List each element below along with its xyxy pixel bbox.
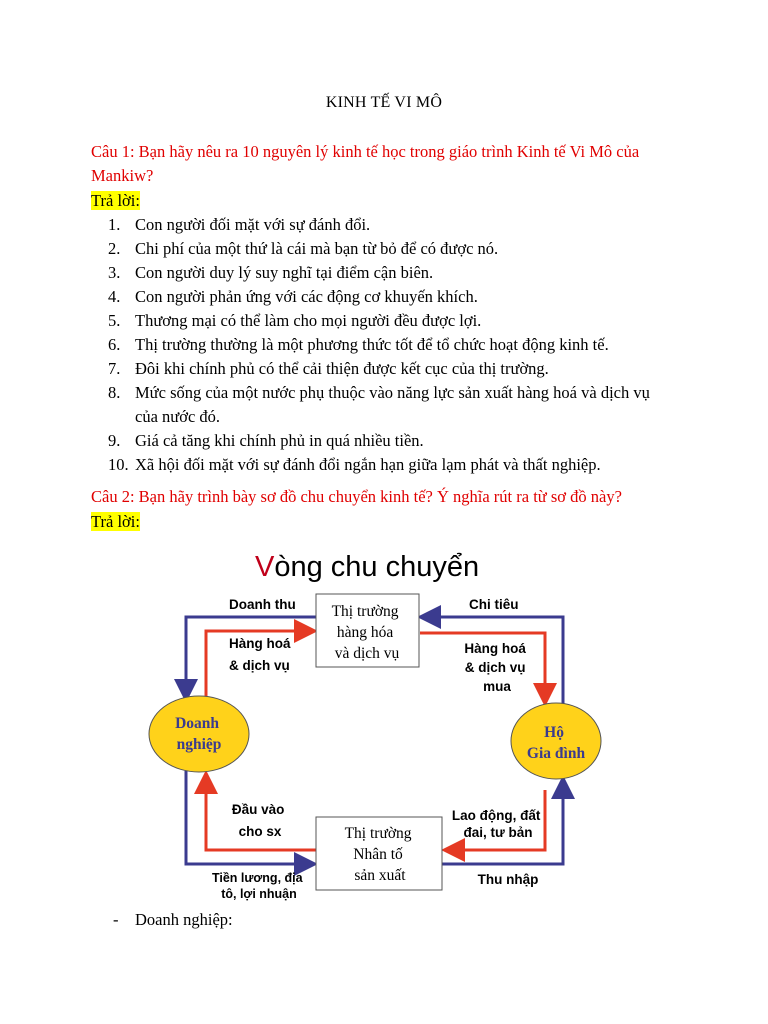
principle-text: Đôi khi chính phủ có thể cải thiện được kết cục của thị trường. bbox=[135, 359, 549, 378]
inputs-label: Đầu vào cho sx bbox=[231, 802, 285, 839]
principle-number: 10. bbox=[108, 455, 129, 474]
principle-text: Mức sống của một nước phụ thuộc vào năng lực sản xuất hàng hoá và dịch vụ của nước đó. bbox=[135, 383, 650, 426]
question-1: Câu 1: Bạn hãy nêu ra 10 nguyên lý kinh tế học trong giáo trình Kinh tế Vi Mô của Mankiw? bbox=[91, 142, 640, 185]
answer-label-2: Trả lời: bbox=[91, 512, 140, 531]
principle-number: 8. bbox=[108, 383, 121, 402]
principle-text: Giá cả tăng khi chính phủ in quá nhiều tiền. bbox=[135, 431, 424, 450]
wages-label: Tiền lương, địa tô, lợi nhuận bbox=[211, 871, 303, 901]
principles-list bbox=[108, 213, 668, 477]
principle-item bbox=[108, 261, 668, 285]
principle-number: 4. bbox=[108, 287, 121, 306]
principle-text: Thương mại có thể làm cho mọi người đều được lợi. bbox=[135, 311, 482, 330]
principle-text: Con người phản ứng với các động cơ khuyến khích. bbox=[135, 287, 478, 306]
factors-label: Lao động, đất đai, tư bản bbox=[451, 808, 541, 840]
principle-text: Thị trường thường là một phương thức tốt để tổ chức hoạt động kinh tế. bbox=[135, 335, 609, 354]
principle-number: 3. bbox=[108, 263, 121, 282]
factor-market-label: Thị trường Nhân tố sản xuất bbox=[344, 825, 412, 884]
principle-text: Con người đối mặt với sự đánh đổi. bbox=[135, 215, 371, 234]
principle-number: 5. bbox=[108, 311, 121, 330]
question-2: Câu 2: Bạn hãy trình bày sơ đồ chu chuyển kinh tế? Ý nghĩa rút ra từ sơ đồ này? bbox=[91, 487, 622, 506]
principle-item bbox=[108, 237, 668, 261]
principle-number: 6. bbox=[108, 335, 121, 354]
principle-number: 2. bbox=[108, 239, 121, 258]
principle-item bbox=[108, 333, 668, 357]
principle-number: 7. bbox=[108, 359, 121, 378]
principle-number: 9. bbox=[108, 431, 121, 450]
goods-market-label: Thị trường hàng hóa và dịch vụ bbox=[331, 603, 400, 662]
circular-flow-diagram bbox=[0, 540, 768, 910]
goods-bought-label: Hàng hoá & dịch vụ mua bbox=[464, 641, 526, 694]
principle-item bbox=[108, 453, 668, 477]
page-title: KINH TẾ VI MÔ bbox=[325, 94, 443, 111]
household-label: Hộ Gia đình bbox=[526, 724, 586, 762]
firm-label: Doanh nghiệp bbox=[175, 715, 222, 753]
goods-sold-label: Hàng hoá & dịch vụ bbox=[229, 636, 291, 673]
principle-text: Chi phí của một thứ là cái mà bạn từ bỏ để có được nó. bbox=[135, 239, 499, 258]
revenue-label: Doanh thu bbox=[229, 597, 296, 612]
principle-text: Con người duy lý suy nghĩ tại điểm cận biên. bbox=[135, 263, 434, 282]
bullet-firm: - Doanh nghiệp: bbox=[113, 910, 233, 929]
answer-label-1: Trả lời: bbox=[91, 191, 140, 210]
income-label: Thu nhập bbox=[477, 872, 539, 887]
principle-item bbox=[108, 381, 668, 429]
principle-item bbox=[108, 309, 668, 333]
diagram-title: Vòng chu chuyển bbox=[255, 551, 480, 583]
principle-item bbox=[108, 429, 668, 453]
firm-node bbox=[149, 696, 249, 772]
principle-item bbox=[108, 285, 668, 309]
principle-item bbox=[108, 357, 668, 381]
principle-item bbox=[108, 213, 668, 237]
principle-text: Xã hội đối mặt với sự đánh đổi ngắn hạn giữa lạm phát và thất nghiệp. bbox=[135, 455, 601, 474]
household-node bbox=[511, 703, 601, 779]
principle-number: 1. bbox=[108, 215, 121, 234]
spending-label: Chi tiêu bbox=[469, 597, 519, 612]
